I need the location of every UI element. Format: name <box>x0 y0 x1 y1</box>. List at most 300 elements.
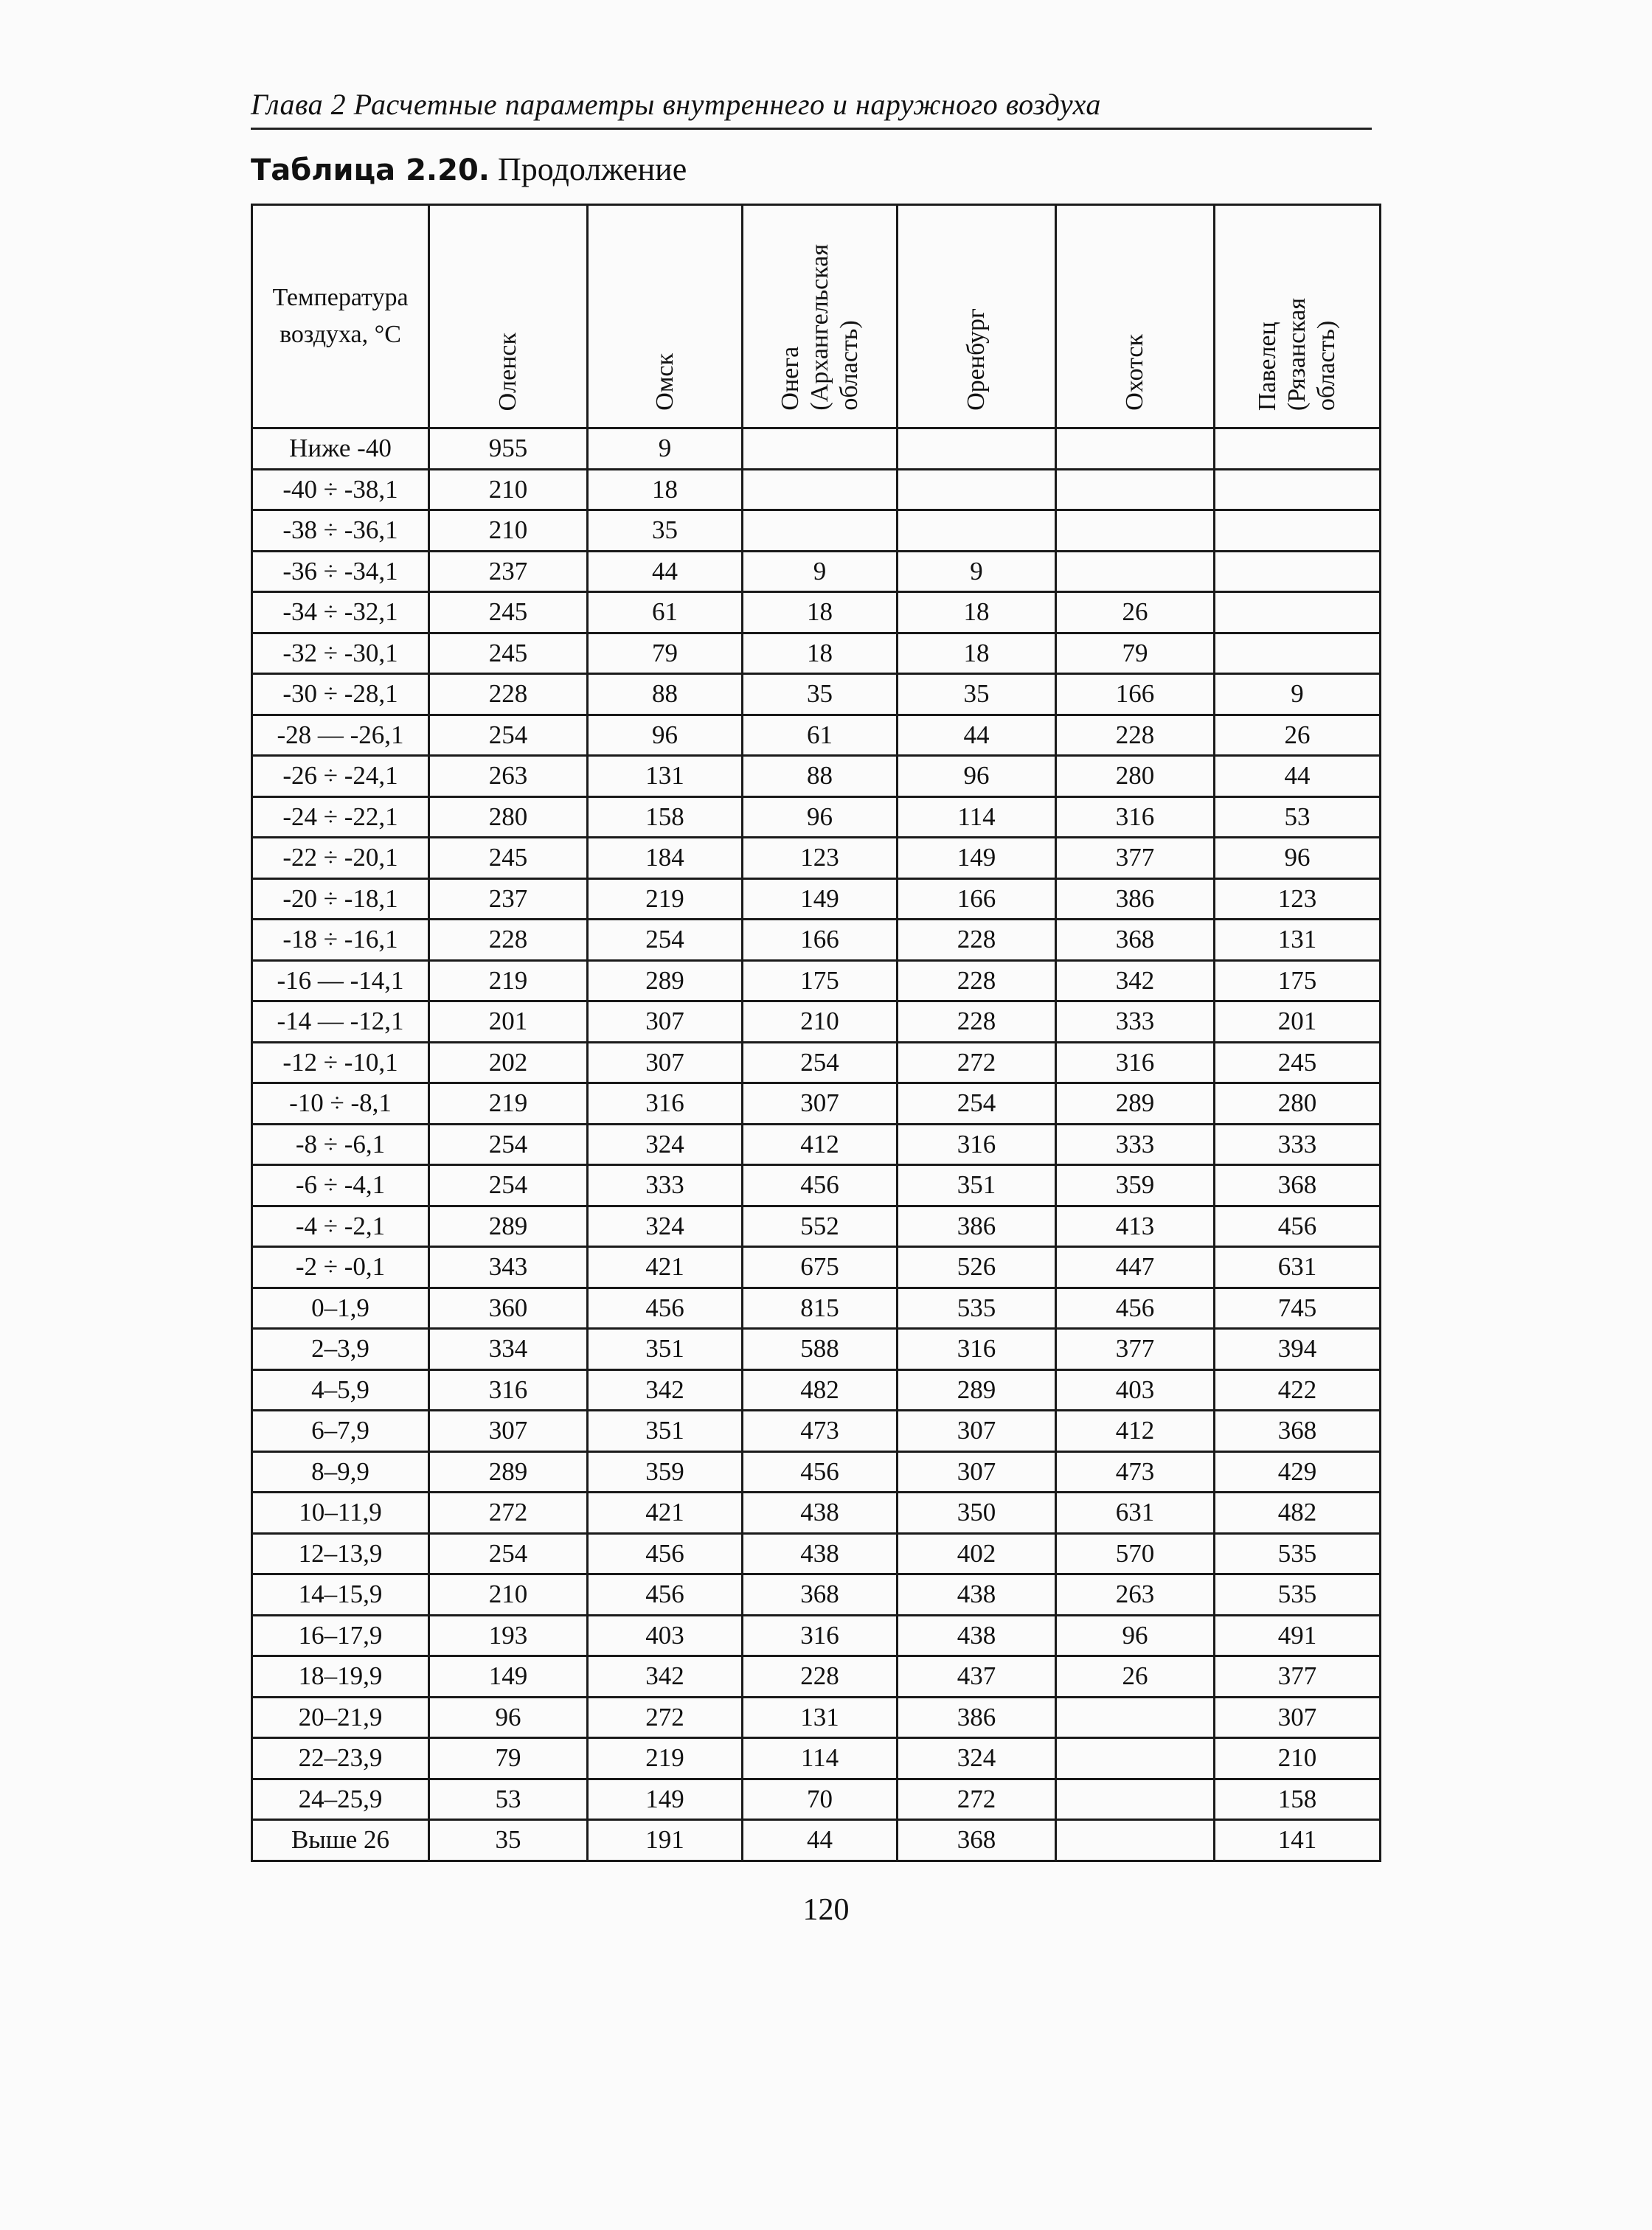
table-cell: 342 <box>1056 960 1215 1001</box>
table-row <box>252 592 1381 633</box>
table-cell: 351 <box>588 1329 743 1370</box>
column-header-label: Омск <box>650 353 678 411</box>
table-cell: 412 <box>743 1124 898 1165</box>
table-cell: 96 <box>1215 838 1381 879</box>
table-row <box>252 1738 1381 1779</box>
table-cell: 245 <box>429 633 588 674</box>
table-cell: 79 <box>429 1738 588 1779</box>
table-header-row <box>252 205 1381 428</box>
temperature-range-cell: -38 ÷ -36,1 <box>252 510 429 552</box>
table-cell: 79 <box>1056 633 1215 674</box>
table-cell: 675 <box>743 1247 898 1288</box>
table-cell: 280 <box>1215 1083 1381 1125</box>
table-cell <box>1056 1779 1215 1820</box>
temperature-range-cell: 22–23,9 <box>252 1738 429 1779</box>
table-cell: 368 <box>1215 1165 1381 1206</box>
temperature-range-cell: 18–19,9 <box>252 1656 429 1698</box>
table-row <box>252 428 1381 470</box>
table-cell: 26 <box>1056 1656 1215 1698</box>
table-cell: 18 <box>588 469 743 510</box>
column-header-olensk <box>429 205 588 428</box>
table-cell: 368 <box>1215 1411 1381 1452</box>
table-row <box>252 674 1381 715</box>
table-cell: 88 <box>743 756 898 797</box>
table-cell: 289 <box>429 1451 588 1493</box>
table-cell <box>898 469 1056 510</box>
table-cell: 456 <box>588 1288 743 1329</box>
table-row <box>252 633 1381 674</box>
table-cell: 324 <box>588 1206 743 1247</box>
table-cell: 473 <box>743 1411 898 1452</box>
table-cell: 219 <box>429 960 588 1001</box>
table-cell: 245 <box>429 838 588 879</box>
table-cell: 482 <box>1215 1493 1381 1534</box>
table-cell: 316 <box>743 1615 898 1656</box>
temperature-range-cell: 20–21,9 <box>252 1697 429 1738</box>
temperature-range-cell: -4 ÷ -2,1 <box>252 1206 429 1247</box>
table-cell: 96 <box>743 796 898 838</box>
table-cell: 35 <box>588 510 743 552</box>
table-cell: 316 <box>1056 1042 1215 1083</box>
table-cell: 272 <box>898 1779 1056 1820</box>
table-cell: 79 <box>588 633 743 674</box>
table-cell: 254 <box>898 1083 1056 1125</box>
table-cell: 53 <box>429 1779 588 1820</box>
table-cell: 201 <box>429 1001 588 1043</box>
column-header-label: Оренбург <box>962 308 990 411</box>
table-caption-label: Таблица 2.20. <box>251 153 490 187</box>
table-cell: 815 <box>743 1288 898 1329</box>
table-cell <box>743 428 898 470</box>
running-header-text: Глава 2 Расчетные параметры внутреннего и наружного воздуха <box>251 88 1101 121</box>
column-header-label: Онега (Архангельская область) <box>776 244 863 411</box>
table-cell: 473 <box>1056 1451 1215 1493</box>
table-row <box>252 1206 1381 1247</box>
table-caption-text: Продолжение <box>489 151 687 187</box>
table-cell: 456 <box>743 1165 898 1206</box>
table-cell: 114 <box>743 1738 898 1779</box>
table-cell: 377 <box>1215 1656 1381 1698</box>
table-cell: 333 <box>1056 1001 1215 1043</box>
table-row <box>252 1165 1381 1206</box>
table-cell: 158 <box>588 796 743 838</box>
table-cell: 210 <box>1215 1738 1381 1779</box>
table-cell: 386 <box>898 1697 1056 1738</box>
table-cell: 18 <box>743 633 898 674</box>
table-cell: 210 <box>429 510 588 552</box>
table-body <box>252 428 1381 1861</box>
table-row <box>252 1288 1381 1329</box>
table-cell: 386 <box>898 1206 1056 1247</box>
table-cell: 552 <box>743 1206 898 1247</box>
table-cell: 359 <box>1056 1165 1215 1206</box>
column-header-pavelets <box>1215 205 1381 428</box>
temperature-range-cell: -40 ÷ -38,1 <box>252 469 429 510</box>
table-cell <box>898 510 1056 552</box>
temperature-range-cell: -18 ÷ -16,1 <box>252 920 429 961</box>
table-cell: 535 <box>898 1288 1056 1329</box>
table-cell: 413 <box>1056 1206 1215 1247</box>
table-cell: 588 <box>743 1329 898 1370</box>
table-cell <box>898 428 1056 470</box>
table-cell: 316 <box>1056 796 1215 838</box>
table-cell: 44 <box>743 1820 898 1861</box>
table-row <box>252 1615 1381 1656</box>
temperature-range-cell: -34 ÷ -32,1 <box>252 592 429 633</box>
table-cell: 307 <box>588 1042 743 1083</box>
page-number: 120 <box>802 1893 850 1927</box>
table-cell: 237 <box>429 551 588 592</box>
table-cell: 219 <box>429 1083 588 1125</box>
table-cell: 526 <box>898 1247 1056 1288</box>
table-cell: 149 <box>743 878 898 920</box>
table-cell: 61 <box>588 592 743 633</box>
temperature-range-cell: -14 — -12,1 <box>252 1001 429 1043</box>
temperature-range-cell: 8–9,9 <box>252 1451 429 1493</box>
temperature-range-cell: -16 — -14,1 <box>252 960 429 1001</box>
table-cell: 44 <box>1215 756 1381 797</box>
table-cell: 333 <box>588 1165 743 1206</box>
table-cell: 272 <box>429 1493 588 1534</box>
table-cell: 228 <box>898 960 1056 1001</box>
table-row <box>252 1124 1381 1165</box>
table-cell: 456 <box>588 1574 743 1616</box>
table-cell: 35 <box>429 1820 588 1861</box>
table-cell <box>1056 510 1215 552</box>
table-cell: 421 <box>588 1247 743 1288</box>
table-cell: 324 <box>898 1738 1056 1779</box>
table-row <box>252 1493 1381 1534</box>
running-header <box>251 87 1372 130</box>
table-cell <box>1215 510 1381 552</box>
table-cell: 368 <box>743 1574 898 1616</box>
table-cell: 351 <box>898 1165 1056 1206</box>
table-cell: 254 <box>429 1533 588 1574</box>
table-cell: 535 <box>1215 1533 1381 1574</box>
temperature-range-cell: -20 ÷ -18,1 <box>252 878 429 920</box>
table-cell: 131 <box>1215 920 1381 961</box>
table-row <box>252 1411 1381 1452</box>
table-cell: 149 <box>429 1656 588 1698</box>
temperature-range-cell: 24–25,9 <box>252 1779 429 1820</box>
table-cell: 316 <box>898 1124 1056 1165</box>
table-cell: 402 <box>898 1533 1056 1574</box>
table-cell <box>1215 551 1381 592</box>
table-cell: 350 <box>898 1493 1056 1534</box>
table-cell: 422 <box>1215 1369 1381 1411</box>
temperature-range-cell: 10–11,9 <box>252 1493 429 1534</box>
table-cell: 403 <box>1056 1369 1215 1411</box>
table-row <box>252 1369 1381 1411</box>
table-cell <box>743 469 898 510</box>
table-caption <box>251 150 687 188</box>
table-row <box>252 469 1381 510</box>
table-cell: 96 <box>898 756 1056 797</box>
table-cell: 429 <box>1215 1451 1381 1493</box>
temperature-range-cell: 2–3,9 <box>252 1329 429 1370</box>
table-cell: 35 <box>743 674 898 715</box>
table-cell: 421 <box>588 1493 743 1534</box>
table-cell <box>1056 551 1215 592</box>
table-cell: 412 <box>1056 1411 1215 1452</box>
table-row <box>252 551 1381 592</box>
table-cell: 141 <box>1215 1820 1381 1861</box>
table-cell: 123 <box>743 838 898 879</box>
table-cell: 26 <box>1215 715 1381 756</box>
table-cell <box>1215 592 1381 633</box>
table-row <box>252 1574 1381 1616</box>
table-cell: 254 <box>429 1124 588 1165</box>
table-cell: 210 <box>429 469 588 510</box>
table-row <box>252 715 1381 756</box>
temperature-range-cell: -24 ÷ -22,1 <box>252 796 429 838</box>
table-cell: 307 <box>898 1451 1056 1493</box>
temperature-range-cell: Выше 26 <box>252 1820 429 1861</box>
table-cell: 456 <box>588 1533 743 1574</box>
table-cell: 254 <box>743 1042 898 1083</box>
temperature-range-cell: -2 ÷ -0,1 <box>252 1247 429 1288</box>
table-cell: 201 <box>1215 1001 1381 1043</box>
table-cell: 166 <box>743 920 898 961</box>
table-cell: 149 <box>898 838 1056 879</box>
table-cell <box>1056 1820 1215 1861</box>
table-cell: 342 <box>588 1369 743 1411</box>
table-row <box>252 1697 1381 1738</box>
table-cell: 324 <box>588 1124 743 1165</box>
column-header-okhotsk <box>1056 205 1215 428</box>
table-cell: 377 <box>1056 838 1215 879</box>
table-cell: 88 <box>588 674 743 715</box>
table-cell: 210 <box>429 1574 588 1616</box>
column-header-label: Оленск <box>494 332 521 411</box>
table-cell: 96 <box>588 715 743 756</box>
table-cell: 359 <box>588 1451 743 1493</box>
temperature-range-cell: -36 ÷ -34,1 <box>252 551 429 592</box>
table-cell: 745 <box>1215 1288 1381 1329</box>
temperature-range-cell: -8 ÷ -6,1 <box>252 1124 429 1165</box>
table-cell <box>1056 1738 1215 1779</box>
table-cell: 955 <box>429 428 588 470</box>
temperature-table <box>251 204 1381 1862</box>
table-row <box>252 1042 1381 1083</box>
table-cell: 191 <box>588 1820 743 1861</box>
table-cell: 491 <box>1215 1615 1381 1656</box>
table-cell: 438 <box>898 1615 1056 1656</box>
column-header-orenburg <box>898 205 1056 428</box>
table-cell: 437 <box>898 1656 1056 1698</box>
table-cell: 342 <box>588 1656 743 1698</box>
table-cell: 18 <box>898 633 1056 674</box>
table-cell: 456 <box>1215 1206 1381 1247</box>
table-cell: 228 <box>898 1001 1056 1043</box>
temperature-range-cell: 16–17,9 <box>252 1615 429 1656</box>
table-cell: 193 <box>429 1615 588 1656</box>
table-cell: 202 <box>429 1042 588 1083</box>
table-cell: 228 <box>429 674 588 715</box>
table-row <box>252 1820 1381 1861</box>
table-cell: 535 <box>1215 1574 1381 1616</box>
table-cell <box>1215 428 1381 470</box>
table-cell <box>1056 428 1215 470</box>
table-cell: 245 <box>429 592 588 633</box>
table-row <box>252 920 1381 961</box>
temperature-range-cell: 14–15,9 <box>252 1574 429 1616</box>
column-header-temperature: Температура воздуха, °С <box>252 205 429 428</box>
table-cell: 219 <box>588 1738 743 1779</box>
table-cell: 96 <box>429 1697 588 1738</box>
table-cell: 44 <box>588 551 743 592</box>
table-cell: 280 <box>429 796 588 838</box>
table-cell: 263 <box>1056 1574 1215 1616</box>
table-row <box>252 1533 1381 1574</box>
table-cell: 438 <box>743 1533 898 1574</box>
temperature-range-cell: -10 ÷ -8,1 <box>252 1083 429 1125</box>
table-cell: 175 <box>1215 960 1381 1001</box>
table-row <box>252 878 1381 920</box>
table-cell: 307 <box>429 1411 588 1452</box>
table-cell: 123 <box>1215 878 1381 920</box>
temperature-range-cell: 6–7,9 <box>252 1411 429 1452</box>
temperature-range-cell: -26 ÷ -24,1 <box>252 756 429 797</box>
table-cell: 403 <box>588 1615 743 1656</box>
table-cell: 631 <box>1215 1247 1381 1288</box>
table-cell: 9 <box>1215 674 1381 715</box>
table-cell: 254 <box>429 715 588 756</box>
table-cell: 289 <box>429 1206 588 1247</box>
temperature-range-cell: -30 ÷ -28,1 <box>252 674 429 715</box>
temperature-range-cell: 4–5,9 <box>252 1369 429 1411</box>
table-cell: 394 <box>1215 1329 1381 1370</box>
table-cell: 228 <box>1056 715 1215 756</box>
temperature-range-cell: -28 — -26,1 <box>252 715 429 756</box>
table-cell: 166 <box>898 878 1056 920</box>
table-cell: 289 <box>898 1369 1056 1411</box>
table-cell: 149 <box>588 1779 743 1820</box>
table-cell: 9 <box>743 551 898 592</box>
table-row <box>252 960 1381 1001</box>
table-cell: 263 <box>429 756 588 797</box>
table-cell: 280 <box>1056 756 1215 797</box>
table-row <box>252 1656 1381 1698</box>
table-row <box>252 796 1381 838</box>
table-cell: 53 <box>1215 796 1381 838</box>
table-cell: 114 <box>898 796 1056 838</box>
table-cell: 131 <box>588 756 743 797</box>
table-row <box>252 1001 1381 1043</box>
table-cell: 131 <box>743 1697 898 1738</box>
table-cell: 307 <box>898 1411 1056 1452</box>
table-cell: 368 <box>898 1820 1056 1861</box>
table-row <box>252 756 1381 797</box>
table-cell: 272 <box>898 1042 1056 1083</box>
table-cell: 228 <box>743 1656 898 1698</box>
table-cell: 438 <box>898 1574 1056 1616</box>
table-cell: 184 <box>588 838 743 879</box>
temperature-range-cell: -12 ÷ -10,1 <box>252 1042 429 1083</box>
table-cell: 70 <box>743 1779 898 1820</box>
table-cell: 289 <box>588 960 743 1001</box>
table-cell <box>743 510 898 552</box>
table-cell: 237 <box>429 878 588 920</box>
table-cell: 166 <box>1056 674 1215 715</box>
table-cell: 438 <box>743 1493 898 1534</box>
table-cell: 456 <box>1056 1288 1215 1329</box>
table-cell: 210 <box>743 1001 898 1043</box>
table-cell: 18 <box>743 592 898 633</box>
table-cell: 61 <box>743 715 898 756</box>
table-cell: 570 <box>1056 1533 1215 1574</box>
table-cell: 9 <box>898 551 1056 592</box>
table-cell: 377 <box>1056 1329 1215 1370</box>
table-cell: 316 <box>588 1083 743 1125</box>
temperature-range-cell: -22 ÷ -20,1 <box>252 838 429 879</box>
temperature-range-cell: 0–1,9 <box>252 1288 429 1329</box>
table-cell: 316 <box>429 1369 588 1411</box>
table-cell: 254 <box>588 920 743 961</box>
table-cell: 272 <box>588 1697 743 1738</box>
column-header-onega <box>743 205 898 428</box>
table-cell: 368 <box>1056 920 1215 961</box>
table-cell: 175 <box>743 960 898 1001</box>
table-row <box>252 838 1381 879</box>
temperature-range-cell: -32 ÷ -30,1 <box>252 633 429 674</box>
table-cell: 228 <box>898 920 1056 961</box>
table-cell: 386 <box>1056 878 1215 920</box>
temperature-range-cell: -6 ÷ -4,1 <box>252 1165 429 1206</box>
table-row <box>252 1779 1381 1820</box>
table-cell: 44 <box>898 715 1056 756</box>
table-cell: 333 <box>1056 1124 1215 1165</box>
table-cell: 219 <box>588 878 743 920</box>
column-header-label: Охотск <box>1121 334 1148 411</box>
table-row <box>252 1451 1381 1493</box>
table-cell: 9 <box>588 428 743 470</box>
table-cell: 360 <box>429 1288 588 1329</box>
table-cell <box>1215 469 1381 510</box>
table-cell: 316 <box>898 1329 1056 1370</box>
table-cell: 307 <box>743 1083 898 1125</box>
table-cell: 334 <box>429 1329 588 1370</box>
table-cell: 289 <box>1056 1083 1215 1125</box>
table-cell <box>1056 1697 1215 1738</box>
table-cell: 96 <box>1056 1615 1215 1656</box>
table-row <box>252 1247 1381 1288</box>
table-row <box>252 1083 1381 1125</box>
table-cell: 482 <box>743 1369 898 1411</box>
table-cell: 631 <box>1056 1493 1215 1534</box>
table-cell: 18 <box>898 592 1056 633</box>
table-cell <box>1056 469 1215 510</box>
table-cell: 228 <box>429 920 588 961</box>
table-cell: 254 <box>429 1165 588 1206</box>
table-cell: 26 <box>1056 592 1215 633</box>
table-cell: 35 <box>898 674 1056 715</box>
table-cell: 245 <box>1215 1042 1381 1083</box>
table-cell: 307 <box>588 1001 743 1043</box>
table-cell: 158 <box>1215 1779 1381 1820</box>
temperature-range-cell: Ниже -40 <box>252 428 429 470</box>
column-header-omsk <box>588 205 743 428</box>
table-cell <box>1215 633 1381 674</box>
table-cell: 456 <box>743 1451 898 1493</box>
table-cell: 343 <box>429 1247 588 1288</box>
table-cell: 447 <box>1056 1247 1215 1288</box>
table-cell: 351 <box>588 1411 743 1452</box>
column-header-label: Павелец (Рязанская область) <box>1254 297 1340 411</box>
table-cell: 333 <box>1215 1124 1381 1165</box>
table-cell: 307 <box>1215 1697 1381 1738</box>
table-row <box>252 1329 1381 1370</box>
